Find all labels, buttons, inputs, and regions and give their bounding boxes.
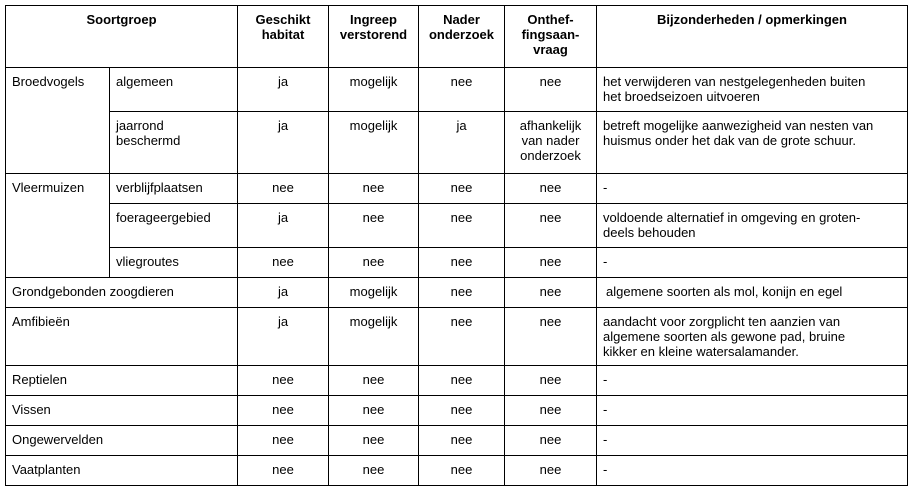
cell-habitat: nee <box>238 248 329 278</box>
group-reptielen: Reptielen <box>6 366 238 396</box>
cell-nader: nee <box>419 426 505 456</box>
cell-opmerking: het verwijderen van nestgelegenheden buiten het broedseizoen uitvoeren <box>597 68 908 112</box>
table-row <box>6 112 908 174</box>
table-row <box>6 308 908 366</box>
table-row <box>6 396 908 426</box>
cell-onthef: nee <box>505 426 597 456</box>
group-amfibieen: Amfibieën <box>6 308 238 366</box>
cell-opmerking: - <box>597 396 908 426</box>
cell-opmerking: algemene soorten als mol, konijn en egel <box>597 278 908 308</box>
cell-nader: nee <box>419 396 505 426</box>
cell-ingreep: nee <box>329 174 419 204</box>
cell-ingreep: mogelijk <box>329 68 419 112</box>
cell-onthef: nee <box>505 278 597 308</box>
table-row <box>6 204 908 248</box>
cell-ingreep: nee <box>329 456 419 486</box>
cell-nader: nee <box>419 456 505 486</box>
header-nader-onderzoek: Nader onderzoek <box>419 6 505 68</box>
group-vleermuizen: Vleermuizen <box>6 174 110 278</box>
cell-ingreep: mogelijk <box>329 308 419 366</box>
cell-onthef: nee <box>505 456 597 486</box>
header-bijzonderheden: Bijzonderheden / opmerkingen <box>597 6 908 68</box>
cell-habitat: nee <box>238 396 329 426</box>
species-table <box>5 5 908 486</box>
cell-ingreep: mogelijk <box>329 112 419 174</box>
cell-opmerking: - <box>597 456 908 486</box>
cell-onthef: nee <box>505 366 597 396</box>
sub-foerageergebied: foerageergebied <box>110 204 238 248</box>
sub-jaarrond-beschermd: jaarrond beschermd <box>110 112 238 174</box>
table-row <box>6 366 908 396</box>
cell-onthef: nee <box>505 308 597 366</box>
cell-habitat: nee <box>238 456 329 486</box>
table-row <box>6 278 908 308</box>
cell-opmerking: voldoende alternatief in omgeving en groten- deels behouden <box>597 204 908 248</box>
cell-habitat: ja <box>238 68 329 112</box>
group-grondgebonden-zoogdieren: Grondgebonden zoogdieren <box>6 278 238 308</box>
header-ingreep-verstorend: Ingreep verstorend <box>329 6 419 68</box>
sub-vliegroutes: vliegroutes <box>110 248 238 278</box>
cell-habitat: ja <box>238 112 329 174</box>
group-broedvogels: Broedvogels <box>6 68 110 174</box>
table-row <box>6 248 908 278</box>
table-row <box>6 456 908 486</box>
cell-ingreep: nee <box>329 426 419 456</box>
cell-opmerking: - <box>597 174 908 204</box>
cell-habitat: ja <box>238 308 329 366</box>
sub-algemeen: algemeen <box>110 68 238 112</box>
cell-onthef: nee <box>505 174 597 204</box>
header-geschikt-habitat: Geschikt habitat <box>238 6 329 68</box>
header-row <box>6 6 908 68</box>
cell-habitat: ja <box>238 278 329 308</box>
table-row <box>6 174 908 204</box>
cell-nader: nee <box>419 248 505 278</box>
cell-nader: nee <box>419 174 505 204</box>
cell-opmerking: aandacht voor zorgplicht ten aanzien van algemene soorten als gewone pad, bruine kikker en kleine watersalamander. <box>597 308 908 366</box>
cell-onthef: nee <box>505 68 597 112</box>
cell-onthef: nee <box>505 204 597 248</box>
cell-opmerking: betreft mogelijke aanwezigheid van nesten van huismus onder het dak van de grote schuur. <box>597 112 908 174</box>
cell-opmerking: - <box>597 426 908 456</box>
cell-nader: nee <box>419 204 505 248</box>
header-ontheffingsaanvraag: Onthef- fingsaan- vraag <box>505 6 597 68</box>
cell-onthef: afhankelijk van nader onderzoek <box>505 112 597 174</box>
header-soortgroep: Soortgroep <box>6 6 238 68</box>
cell-onthef: nee <box>505 396 597 426</box>
sub-verblijfplaatsen: verblijfplaatsen <box>110 174 238 204</box>
group-ongewervelden: Ongewervelden <box>6 426 238 456</box>
cell-habitat: nee <box>238 426 329 456</box>
cell-nader: nee <box>419 308 505 366</box>
cell-ingreep: nee <box>329 396 419 426</box>
cell-opmerking: - <box>597 248 908 278</box>
group-vissen: Vissen <box>6 396 238 426</box>
cell-nader: ja <box>419 112 505 174</box>
cell-onthef: nee <box>505 248 597 278</box>
cell-nader: nee <box>419 278 505 308</box>
table-row <box>6 426 908 456</box>
cell-nader: nee <box>419 366 505 396</box>
cell-opmerking: - <box>597 366 908 396</box>
cell-habitat: nee <box>238 174 329 204</box>
cell-nader: nee <box>419 68 505 112</box>
cell-ingreep: nee <box>329 204 419 248</box>
cell-habitat: ja <box>238 204 329 248</box>
cell-ingreep: nee <box>329 366 419 396</box>
group-vaatplanten: Vaatplanten <box>6 456 238 486</box>
cell-habitat: nee <box>238 366 329 396</box>
cell-ingreep: mogelijk <box>329 278 419 308</box>
table-row <box>6 68 908 112</box>
cell-ingreep: nee <box>329 248 419 278</box>
